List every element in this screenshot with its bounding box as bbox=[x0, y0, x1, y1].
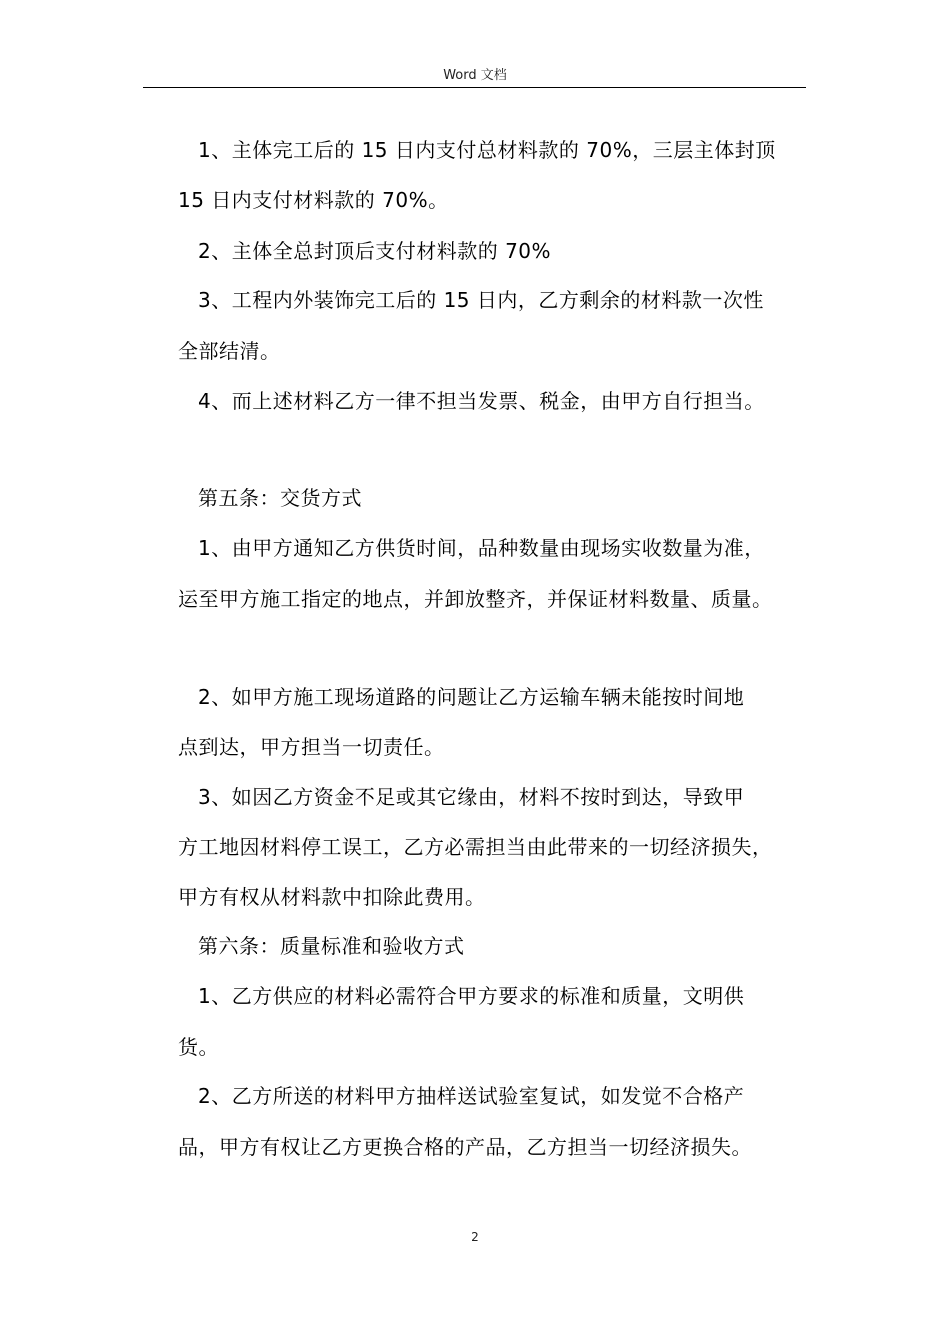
paragraph-line: 全部结清。 bbox=[178, 339, 281, 363]
section-heading: 第五条：交货方式 bbox=[198, 486, 362, 510]
paragraph-line: 方工地因材料停工误工，乙方必需担当由此带来的一切经济损失， bbox=[178, 835, 773, 859]
paragraph-line: 品，甲方有权让乙方更换合格的产品，乙方担当一切经济损失。 bbox=[178, 1135, 752, 1159]
paragraph-line: 15 日内支付材料款的 70%。 bbox=[178, 188, 449, 212]
paragraph-line: 4、而上述材料乙方一律不担当发票、税金，由甲方自行担当。 bbox=[198, 389, 765, 413]
paragraph-line: 1、主体完工后的 15 日内支付总材料款的 70%，三层主体封顶 bbox=[198, 138, 776, 162]
paragraph-line: 3、工程内外装饰完工后的 15 日内，乙方剩余的材料款一次性 bbox=[198, 288, 764, 312]
paragraph-line: 甲方有权从材料款中扣除此费用。 bbox=[178, 885, 486, 909]
section-heading: 第六条：质量标准和验收方式 bbox=[198, 934, 465, 958]
paragraph-line: 1、由甲方通知乙方供货时间，品种数量由现场实收数量为准， bbox=[198, 536, 765, 560]
page-header: Word 文档 bbox=[443, 68, 507, 83]
paragraph-line: 2、主体全总封顶后支付材料款的 70% bbox=[198, 239, 552, 263]
paragraph-line: 点到达，甲方担当一切责任。 bbox=[178, 735, 445, 759]
page-number: 2 bbox=[471, 1230, 479, 1244]
paragraph-line: 货。 bbox=[178, 1035, 219, 1059]
paragraph-line: 2、乙方所送的材料甲方抽样送试验室复试，如发觉不合格产 bbox=[198, 1084, 745, 1108]
paragraph-line: 2、如甲方施工现场道路的问题让乙方运输车辆未能按时间地 bbox=[198, 685, 745, 709]
header-rule bbox=[143, 87, 806, 88]
paragraph-line: 1、乙方供应的材料必需符合甲方要求的标准和质量，文明供 bbox=[198, 984, 745, 1008]
paragraph-line: 运至甲方施工指定的地点，并卸放整齐，并保证材料数量、质量。 bbox=[178, 587, 773, 611]
paragraph-line: 3、如因乙方资金不足或其它缘由，材料不按时到达，导致甲 bbox=[198, 785, 745, 809]
